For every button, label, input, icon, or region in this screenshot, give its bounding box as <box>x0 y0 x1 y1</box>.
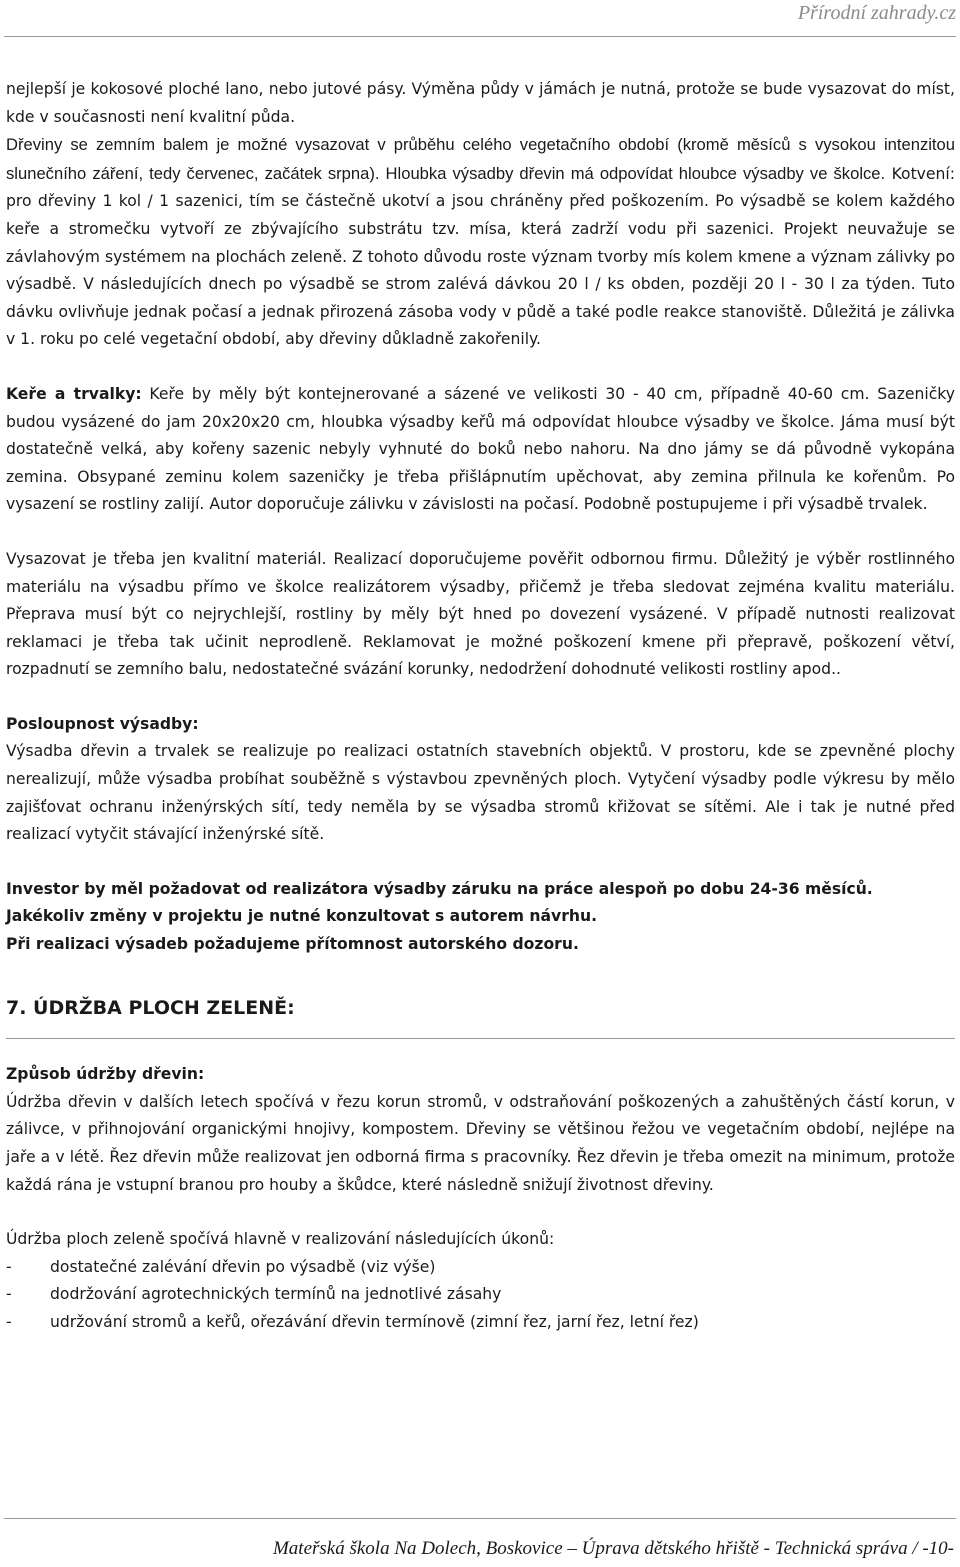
footer-divider <box>4 1518 956 1519</box>
page-footer: Mateřská škola Na Dolech, Boskovice – Úprava dětského hřiště - Technická správa / -10- <box>272 1538 954 1559</box>
list-bullet: - <box>6 1285 12 1304</box>
list-item: - udržování stromů a keřů, ořezávání dřevin termínově (zimní řez, jarní řez, letní řez) <box>6 1309 955 1337</box>
section-7-heading: 7. ÚDRŽBA PLOCH ZELENĚ: <box>6 996 295 1019</box>
document-body <box>6 76 955 1337</box>
header-divider <box>4 36 956 37</box>
intro-text-a: Dřeviny se zemním balem je možné vysazovat v průběhu celého vegetačního období (kromě měsíců s vysokou intenzitou slunečního záření, tedy červenec, začátek srpna). Hloubka výsadby dřevin má odpovídat hloubce výsadby ve školce. <box>6 135 955 183</box>
site-header: Přírodní zahrady.cz <box>797 2 956 24</box>
note-changes: Jakékoliv změny v projektu je nutné konzultovat s autorem návrhu. <box>6 907 598 926</box>
paragraph-intro-1: nejlepší je kokosové ploché lano, nebo jutové pásy. Výměna půdy v jámách je nutná, protože se bude vysazovat do míst, kde v současnosti není kvalitní půda. <box>6 80 955 126</box>
shrubs-label: Keře a trvalky: <box>6 384 142 403</box>
list-bullet: - <box>6 1312 12 1331</box>
list-item: - dostatečné zalévání dřevin po výsadbě (viz výše) <box>6 1254 955 1282</box>
paragraph-maintenance: Údržba dřevin v dalších letech spočívá v řezu korun stromů, v odstraňování poškozených a zahuštěných částí korun, v zálivce, v přihnojování organickými hnojivy, kompostem. Dřeviny se většinou řežou ve vegetačním období, nejlépe na jaře a v létě. Řez dřevin může realizovat jen odborná firma s pracovníky. Řez dřevin je třeba omezit na minimum, protože každá rána je vstupní branou pro houby a škůdce, které následně snižují životnost dřeviny. <box>6 1092 955 1194</box>
sequence-heading: Posloupnost výsadby: <box>6 714 199 733</box>
section-divider <box>6 1038 955 1039</box>
intro-text-b: Kotvení: pro dřeviny 1 kol / 1 sazenici, tím se částečně ukotví a jsou chráněny před poškozením. Po výsadbě se kolem každého keře a stromečku vytvoří ze zbývajícího substrátu tzv. mísa, která zadrží vodu při sazenici. Projekt neuvažuje se závlahovým systémem na plochách zeleně. Z tohoto důvodu roste význam tvorby mís kolem kmene a význam zálivky po výsadbě. V následujících dnech po výsadbě se strom zalévá dávkou 20 l / ks obden, později 20 l - 30 l za týden. Tuto dávku ovlivňuje jednak počasí a jednak přirozená zásoba vody v půdě a také podle reakce stanoviště. Důležitá je zálivka v 1. roku po celé vegetační období, aby dřeviny důkladně zakořenily. <box>6 164 955 349</box>
shrubs-text: Keře by měly být kontejnerované a sázené ve velikosti 30 - 40 cm, případně 40-60 cm. Sazeničky budou vysázené do jam 20x20x20 cm, hloubka výsadby keřů má odpovídat hloubce výsadby ve školce. Jáma musí být dostatečně velká, aby kořeny sazenic nebyly vyhnuté do boků nebo nahoru. Na dno jámy se dá původně vykopána zemina. Obsypané zeminu kolem sazeničky je třeba přišlápnutím upěchovat, aby zemina přilnula ke kořenům. Po vysazení se rostliny zalijí. Autor doporučuje zálivku v závislosti na počasí. Podobně postupujeme i při výsadbě trvalek. <box>6 384 955 514</box>
paragraph-shrubs <box>6 381 955 519</box>
maintenance-list-intro: Údržba ploch zeleně spočívá hlavně v realizování následujících úkonů: <box>6 1230 555 1249</box>
list-item: - dodržování agrotechnických termínů na jednotlivé zásahy <box>6 1281 955 1309</box>
paragraph-intro-2 <box>6 131 955 354</box>
list-bullet: - <box>6 1257 12 1276</box>
note-warranty: Investor by měl požadovat od realizátora výsadby záruku na práce alespoň po dobu 24-36 měsíců. <box>6 879 873 898</box>
paragraph-sequence: Výsadba dřevin a trvalek se realizuje po realizaci ostatních stavebních objektů. V prostoru, kde se zpevněné plochy nerealizují, může výsadba probíhat souběžně s výstavbou zpevněných ploch. Vytyčení výsadby podle výkresu by mělo zajišťovat ochranu inženýrských sítí, tedy neměla by se výsadba stromů křižovat se sítěmi. Ale i tak je nutné před realizací vytyčit stávající inženýrské sítě. <box>6 742 955 844</box>
maintenance-subheading: Způsob údržby dřevin: <box>6 1065 205 1084</box>
paragraph-material: Vysazovat je třeba jen kvalitní materiál. Realizací doporučujeme pověřit odbornou firmu. Důležitý je výběr rostlinného materiálu na výsadbu přímo ve školce realizátorem výsadby, přičemž je třeba sledovat zejména kvalitu materiálu. Přeprava musí být co nejrychlejší, rostliny by měly být hned po dovezení vysázené. V případě nutnosti realizovat reklamaci je třeba tak učinit neprodleně. Reklamovat je možné poškození kmene při přepravě, poškození větví, rozpadnutí se zemního balu, nedostatečné svázání korunky, nedodržení dohodnuté velikosti rostliny apod.. <box>6 549 955 679</box>
note-supervision: Při realizaci výsadeb požadujeme přítomnost autorského dozoru. <box>6 935 579 954</box>
